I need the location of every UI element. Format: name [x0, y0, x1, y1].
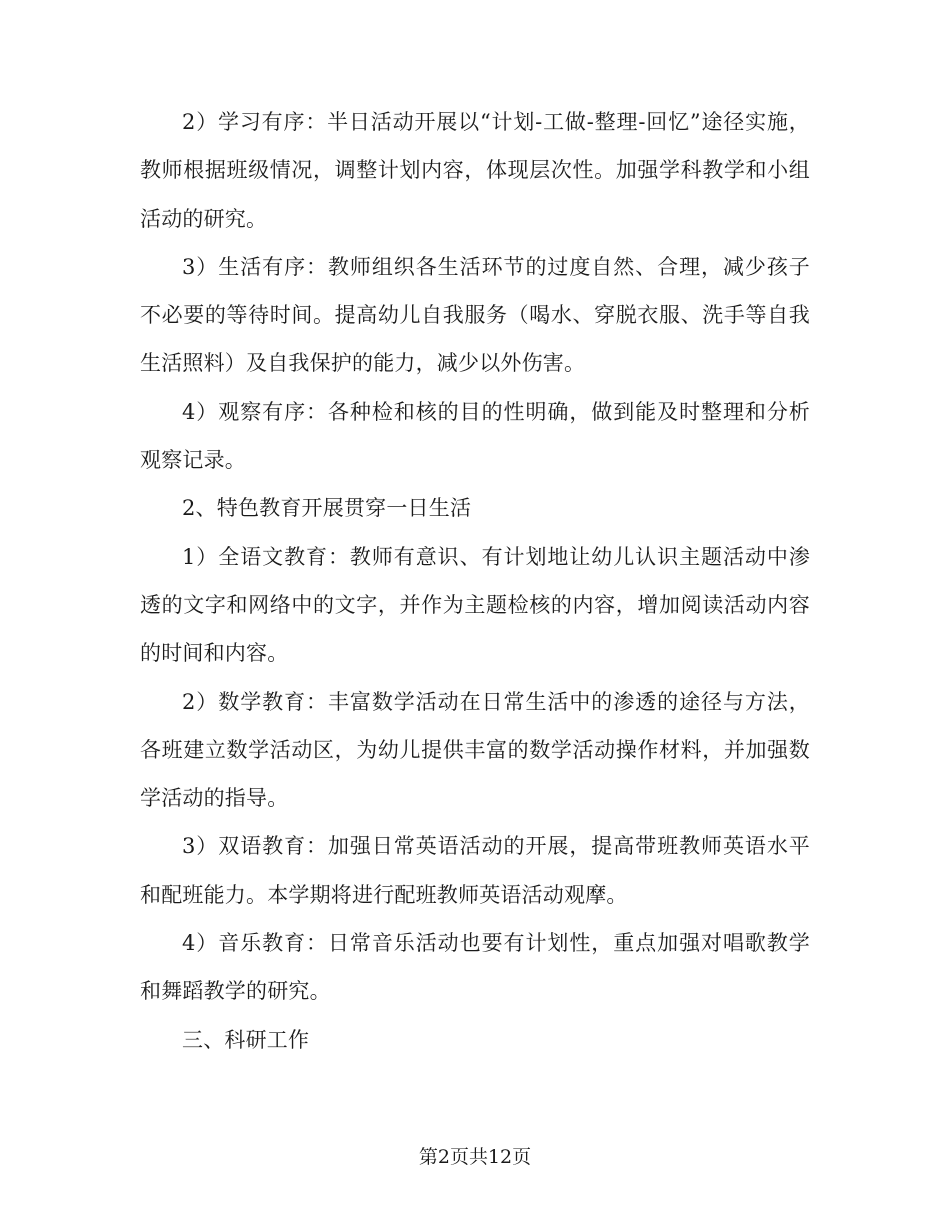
section-heading-special-education: 2、特色教育开展贯穿一日生活 — [182, 496, 472, 521]
paragraph-observation-order: 4）观察有序：各种检和核的目的性明确，做到能及时整理和分析观察记录。 — [140, 399, 810, 473]
section-heading-research: 三、科研工作 — [182, 1027, 310, 1052]
page-number: 第2页共12页 — [418, 1146, 532, 1168]
paragraph-music-education: 4）音乐教育：日常音乐活动也要有计划性，重点加强对唱歌教学和舞蹈教学的研究。 — [140, 931, 810, 1004]
paragraph-bilingual-education: 3）双语教育：加强日常英语活动的开展，提高带班教师英语水平和配班能力。本学期将进行配班教师英语活动观摩。 — [140, 834, 810, 907]
document-body — [140, 98, 810, 1064]
paragraph-whole-language: 1）全语文教育：教师有意识、有计划地让幼儿认识主题活动中渗透的文字和网络中的文字，并作为主题检核的内容，增加阅读活动内容的时间和内容。 — [140, 544, 810, 666]
paragraph-math-education: 2）数学教育：丰富数学活动在日常生活中的渗透的途径与方法，各班建立数学活动区，为幼儿提供丰富的数学活动操作材料，并加强数学活动的指导。 — [140, 689, 810, 811]
paragraph-life-order: 3）生活有序：教师组织各生活环节的过度自然、合理，减少孩子不必要的等待时间。提高幼儿自我服务（喝水、穿脱衣服、洗手等自我生活照料）及自我保护的能力，减少以外伤害。 — [140, 254, 810, 376]
paragraph-learning-order: 2）学习有序：半日活动开展以“计划-工做-整理-回忆”途径实施，教师根据班级情况，调整计划内容，体现层次性。加强学科教学和小组活动的研究。 — [140, 110, 810, 231]
